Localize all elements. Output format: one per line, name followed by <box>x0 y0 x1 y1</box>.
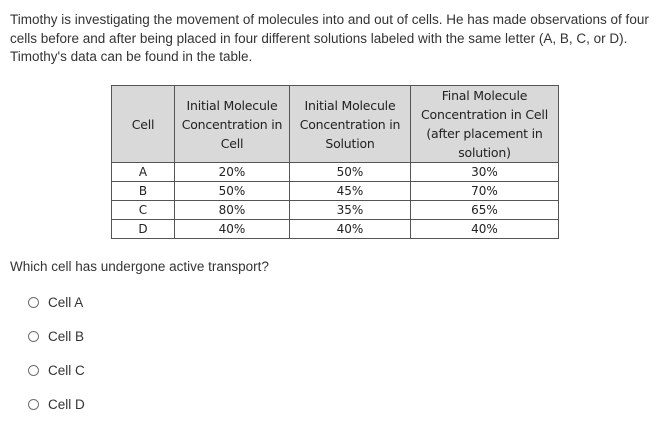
table-row <box>112 182 559 201</box>
data-table-container <box>111 85 559 239</box>
option-label: Cell D <box>48 397 85 412</box>
question-passage: Timothy is investigating the movement of molecules into and out of cells. He has made observations of four cells before and after being placed in four different solutions labeled with the same letter (A, B, C, or D). Timothy's data can be found in the table. <box>10 12 649 64</box>
table-cell: D <box>112 220 175 239</box>
radio-button-icon[interactable] <box>28 365 39 376</box>
table-row <box>112 163 559 182</box>
radio-button-icon[interactable] <box>28 399 39 410</box>
table-cell: B <box>112 182 175 201</box>
header-initial-solution-concentration: Initial Molecule Concentration in Solution <box>290 86 411 163</box>
table-cell: 40% <box>411 220 559 239</box>
answer-options <box>28 294 85 430</box>
header-initial-cell-concentration: Initial Molecule Concentration in Cell <box>175 86 290 163</box>
table-cell: 35% <box>290 201 411 220</box>
header-cell: Cell <box>112 86 175 163</box>
data-table <box>111 85 559 239</box>
option-label: Cell C <box>48 363 85 378</box>
table-cell: 70% <box>411 182 559 201</box>
table-cell: 30% <box>411 163 559 182</box>
header-final-cell-concentration: Final Molecule Concentration in Cell (after placement in solution) <box>411 86 559 163</box>
table-row <box>112 220 559 239</box>
option-cell-b[interactable] <box>28 328 85 345</box>
table-row <box>112 201 559 220</box>
table-header-row <box>112 86 559 163</box>
table-cell: A <box>112 163 175 182</box>
table-cell: 50% <box>175 182 290 201</box>
question-prompt: Which cell has undergone active transport? <box>10 259 269 274</box>
table-cell: 65% <box>411 201 559 220</box>
option-cell-c[interactable] <box>28 362 85 379</box>
table-cell: 40% <box>175 220 290 239</box>
radio-button-icon[interactable] <box>28 297 39 308</box>
option-label: Cell B <box>48 329 85 344</box>
option-label: Cell A <box>48 295 84 310</box>
table-cell: 45% <box>290 182 411 201</box>
option-cell-a[interactable] <box>28 294 85 311</box>
table-cell: 80% <box>175 201 290 220</box>
table-cell: 20% <box>175 163 290 182</box>
table-cell: 50% <box>290 163 411 182</box>
table-cell: C <box>112 201 175 220</box>
table-cell: 40% <box>290 220 411 239</box>
radio-button-icon[interactable] <box>28 331 39 342</box>
option-cell-d[interactable] <box>28 396 85 413</box>
